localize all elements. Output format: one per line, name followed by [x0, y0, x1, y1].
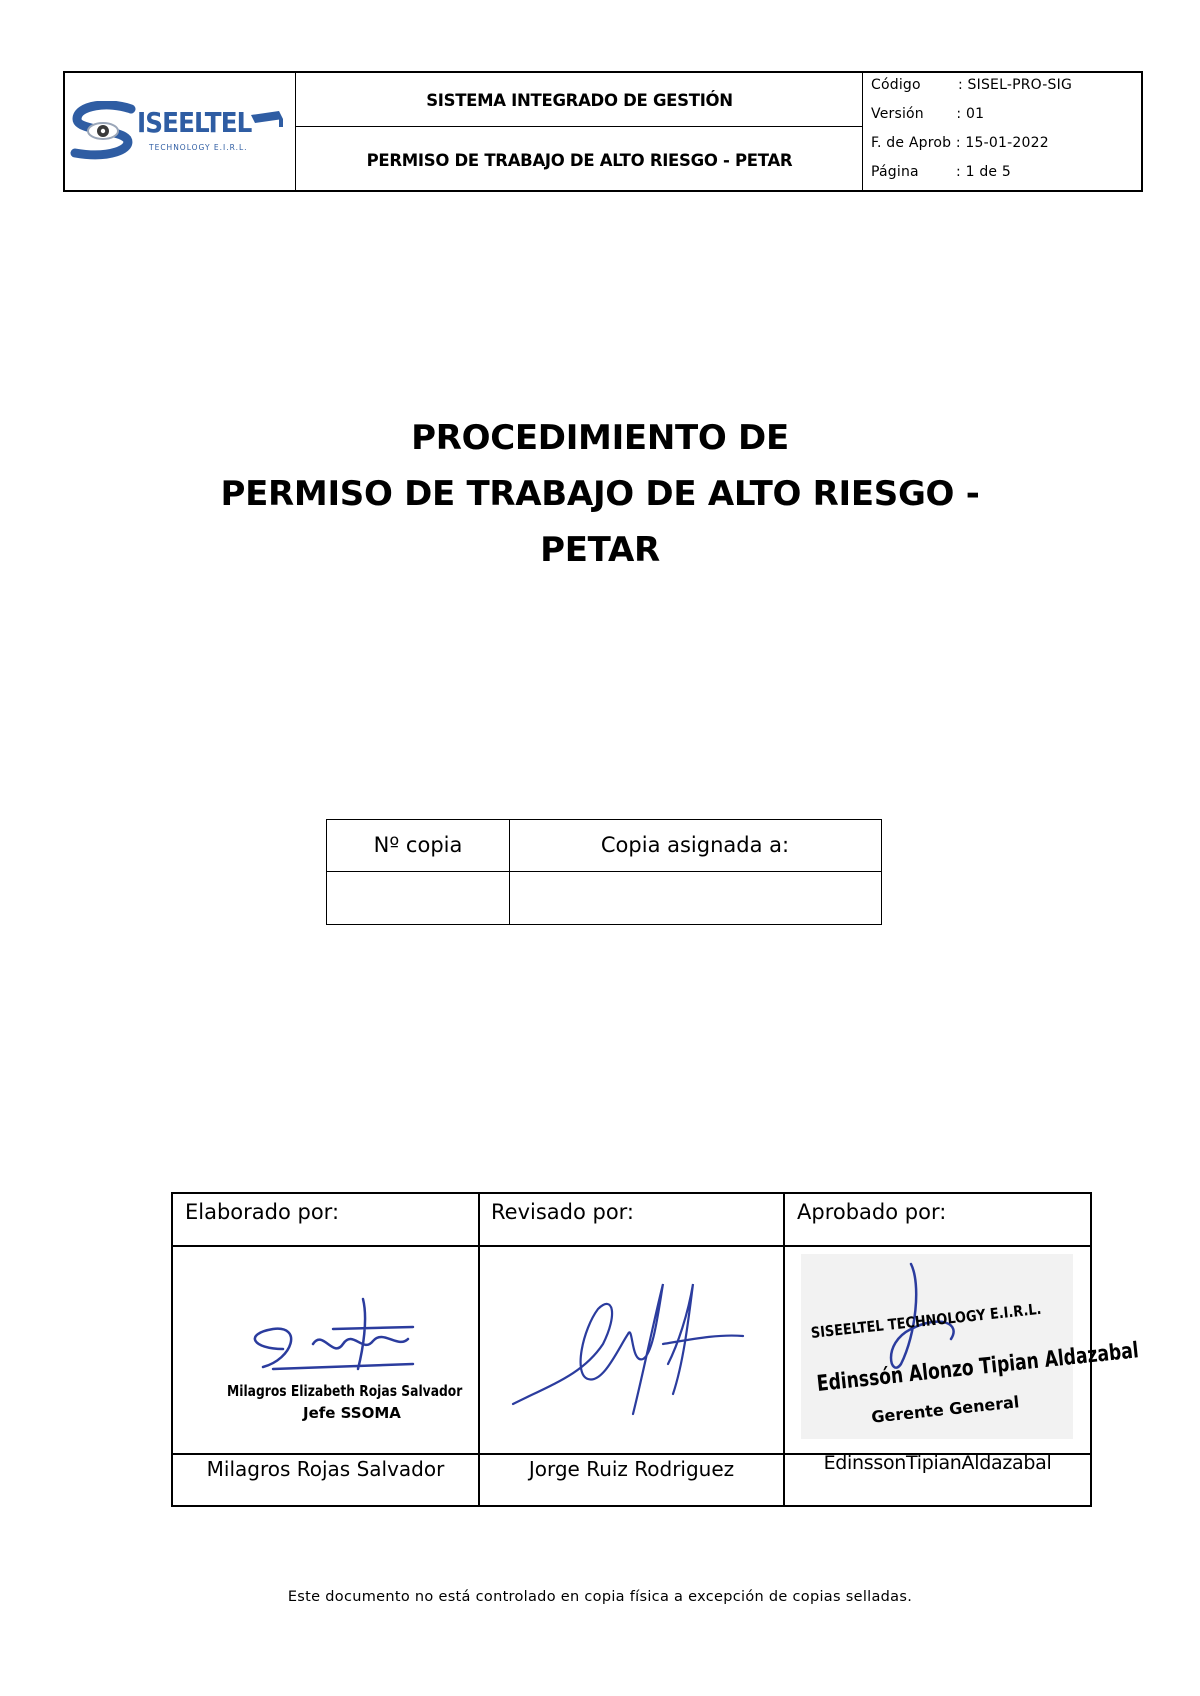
- copy-number-header: Nº copia: [373, 833, 463, 857]
- signature-prepared: [213, 1249, 463, 1449]
- meta-code: Código : SISEL-PRO-SIG: [871, 77, 1072, 93]
- copy-table: [326, 819, 882, 925]
- reviewed-by-label: Revisado por:: [491, 1200, 635, 1224]
- copy-assigned-header: Copia asignada a:: [600, 833, 790, 857]
- prepared-by-name: Milagros Rojas Salvador: [206, 1457, 445, 1481]
- stamp-company: SISEELTEL TECHNOLOGY E.I.R.L.: [810, 1299, 1043, 1342]
- document-title: PERMISO DE TRABAJO DE ALTO RIESGO - PETAR: [366, 151, 793, 170]
- divider: [173, 1245, 1090, 1247]
- meta-version: Versión : 01: [871, 106, 985, 122]
- document-header: [63, 71, 1143, 192]
- approved-by-name: EdinssonTipianAldazabal: [823, 1452, 1052, 1474]
- main-title-line2: PERMISO DE TRABAJO DE ALTO RIESGO -: [220, 474, 980, 514]
- divider: [295, 73, 296, 190]
- company-logo: [69, 101, 287, 163]
- divider: [862, 73, 863, 190]
- handwritten-signature-icon: [493, 1254, 773, 1449]
- handwritten-signature-icon: [213, 1249, 453, 1399]
- logo-brand-text: ISEELTEL: [137, 106, 252, 139]
- signature-reviewed: [493, 1254, 773, 1449]
- divider: [327, 871, 881, 872]
- main-title-line1: PROCEDIMIENTO DE: [411, 418, 789, 458]
- stamp-role: Gerente General: [870, 1392, 1021, 1427]
- meta-page: Página : 1 de 5: [871, 164, 1012, 180]
- system-title: SISTEMA INTEGRADO DE GESTIÓN: [426, 91, 733, 110]
- prepared-by-label: Elaborado por:: [185, 1200, 340, 1224]
- stamp-name: Milagros Elizabeth Rojas Salvador: [227, 1382, 463, 1400]
- signature-approved: [801, 1254, 1140, 1449]
- footer-note: Este documento no está controlado en copia física a excepción de copias selladas.: [287, 1589, 913, 1605]
- reviewed-by-name: Jorge Ruiz Rodriguez: [528, 1457, 735, 1481]
- divider: [295, 126, 862, 127]
- meta-approval-date: F. de Aprob : 15-01-2022: [871, 135, 1049, 151]
- camera-icon: [249, 109, 287, 129]
- stamp-name: Edinssón Alonzo Tipian Aldazabal: [815, 1338, 1140, 1397]
- stamp-role: Jefe SSOMA: [303, 1404, 401, 1422]
- main-title-line3: PETAR: [540, 530, 660, 570]
- logo-s-icon: [69, 101, 139, 163]
- logo-sub-text: TECHNOLOGY E.I.R.L.: [149, 143, 248, 152]
- signature-table: [171, 1192, 1140, 1507]
- approved-by-label: Aprobado por:: [797, 1200, 947, 1224]
